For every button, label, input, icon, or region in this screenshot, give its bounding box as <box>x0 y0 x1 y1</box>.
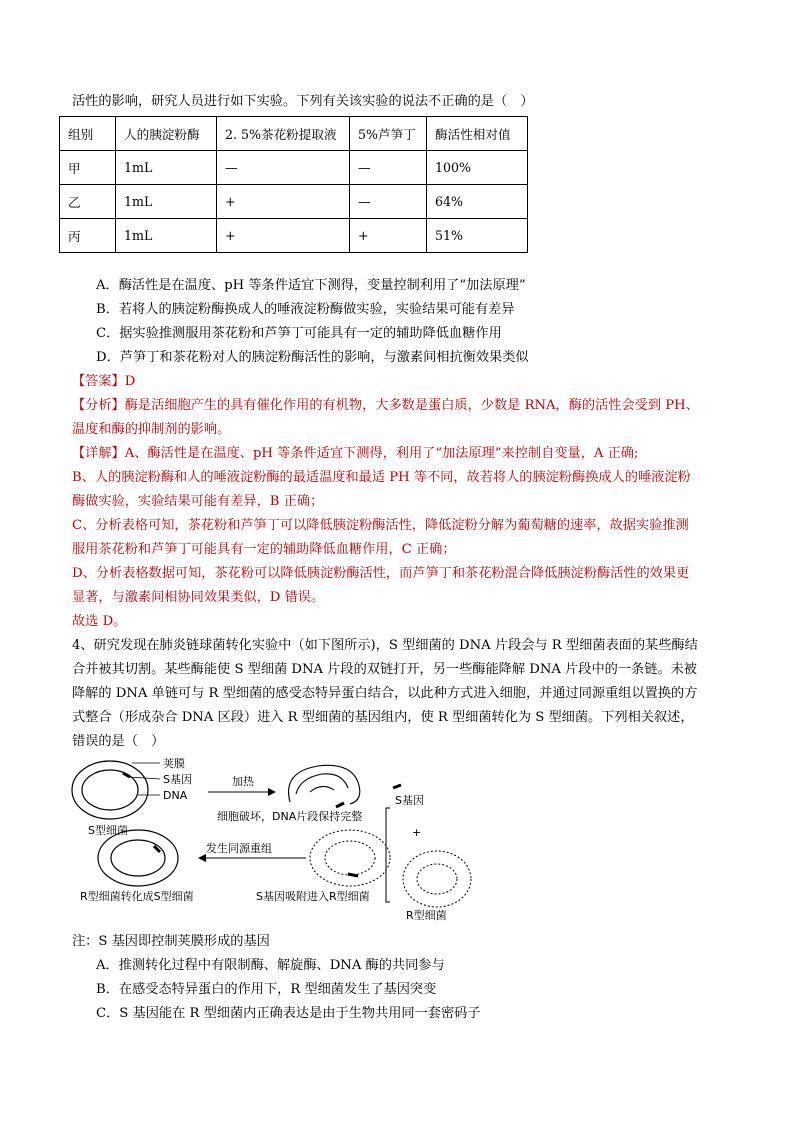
table-cell: 1mL <box>116 219 217 253</box>
detail-line: C、分析表格可知，茶花粉和芦笋丁可以降低胰淀粉酶活性，降低淀粉分解为葡萄糖的速率，故据实验推测 <box>72 518 689 533</box>
experiment-table <box>59 116 528 253</box>
table-header: 组别 <box>60 117 116 151</box>
r-cell <box>403 851 471 907</box>
table-cell: 甲 <box>60 151 116 185</box>
table-cell: 1mL <box>116 151 217 185</box>
table-cell: — <box>350 151 427 185</box>
label-recombine: 发生同源重组 <box>206 842 272 855</box>
table-cell: — <box>217 151 350 185</box>
label-broken: 细胞破坏，DNA片段保持完整 <box>217 810 363 823</box>
table-cell: 乙 <box>60 185 116 219</box>
label-dna: DNA <box>163 789 188 802</box>
s-cell <box>72 761 148 819</box>
label-adsorb: S基因吸附进入R型细菌 <box>256 890 370 903</box>
label-capsule: 荚膜 <box>163 757 185 770</box>
table-row <box>60 219 528 253</box>
q3-option-d: D．芦笋丁和茶花粉对人的胰淀粉酶活性的影响，与激素间相抗衡效果类似 <box>96 350 529 365</box>
note: 注：S 基因即控制荚膜形成的基因 <box>72 934 270 949</box>
adsorb-cell <box>310 830 390 886</box>
table-cell: 丙 <box>60 219 116 253</box>
q4-option-a: A．推测转化过程中有限制酶、解旋酶、DNA 酶的共同参与 <box>96 958 445 973</box>
table-cell: 1mL <box>116 185 217 219</box>
table-header: 5%芦笋丁 <box>350 117 427 151</box>
label-s-gene: S基因 <box>163 773 192 786</box>
table-header: 酶活性相对值 <box>427 117 528 151</box>
table-cell: + <box>350 219 427 253</box>
q4-line: 合并被其切割。某些酶能使 S 型细菌 DNA 片段的双链打开，另一些酶能降解 DNA 片段中的一条链。未被 <box>72 662 697 677</box>
table-header: 人的胰淀粉酶 <box>116 117 217 151</box>
detail-line: D、分析表格数据可知，茶花粉可以降低胰淀粉酶活性，而芦笋丁和茶花粉混合降低胰淀粉酶活性的效果更 <box>72 566 690 581</box>
question-intro: 活性的影响，研究人员进行如下实验。下列有关该实验的说法不正确的是（ ） <box>72 94 534 109</box>
q3-option-a: A．酶活性是在温度、pH 等条件适宜下测得，变量控制利用了“加法原理” <box>96 278 526 293</box>
table-header: 2. 5%茶花粉提取液 <box>217 117 350 151</box>
q4-option-b: B．在感受态特异蛋白的作用下，R 型细菌发生了基因突变 <box>96 982 437 997</box>
detail-line: B、人的胰淀粉酶和人的唾液淀粉酶的最适温度和最适 PH 等不同，故若将人的胰淀粉酶换成人的唾液淀粉 <box>72 470 691 485</box>
detail-line: 【详解】A、酶活性是在温度、pH 等条件适宜下测得，利用了“加法原理”来控制自变量，A 正确; <box>72 446 639 461</box>
detail-line: 酶做实验，实验结果可能有差异，B 正确； <box>72 494 324 509</box>
q4-line: 降解的 DNA 单链可与 R 型细菌的感受态特异蛋白结合，以此种方式进入细胞，并通过同源重组以置换的方 <box>72 686 698 701</box>
transformed-cell <box>98 830 178 886</box>
label-s-cell: S型细菌 <box>88 824 128 837</box>
table-cell: 51% <box>427 219 528 253</box>
table-cell: + <box>217 185 350 219</box>
q3-option-c: C．据实验推测服用茶花粉和芦笋丁可能具有一定的辅助降低血糖作用 <box>96 326 502 341</box>
broken-cell <box>289 765 360 807</box>
q4-line: 4、研究发现在肺炎链球菌转化实验中（如下图所示)，S 型细菌的 DNA 片段会与 R 型细菌表面的某些酶结 <box>72 638 698 653</box>
table-row <box>60 151 528 185</box>
detail-line: 显著，与激素间相协同效果类似，D 错误。 <box>72 590 325 605</box>
q4-line: 式整合（形成杂合 DNA 区段）进入 R 型细菌的基因组内，使 R 型细菌转化为 S 型细菌。下列相关叙述， <box>72 710 694 725</box>
table-cell: 64% <box>427 185 528 219</box>
label-r-to-s: R型细菌转化成S型细菌 <box>80 890 194 903</box>
answer: 【答案】D <box>72 374 136 389</box>
table-cell: 100% <box>427 151 528 185</box>
label-plus: + <box>412 826 422 839</box>
transformation-diagram <box>60 752 480 932</box>
q3-option-b: B．若将人的胰淀粉酶换成人的唾液淀粉酶做实验，实验结果可能有差异 <box>96 302 515 317</box>
table-cell: — <box>350 185 427 219</box>
table-header-row <box>60 117 528 151</box>
table-row <box>60 185 528 219</box>
label-s-gene-free: S基因 <box>395 794 424 807</box>
detail-line: 服用茶花粉和芦笋丁可能具有一定的辅助降低血糖作用，C 正确； <box>72 542 456 557</box>
analysis-line: 【分析】酶是活细胞产生的具有催化作用的有机物，大多数是蛋白质，少数是 RNA，酶的活性会受到 PH、 <box>72 398 699 413</box>
q4-option-c: C．S 基因能在 R 型细菌内正确表达是由于生物共用同一套密码子 <box>96 1006 481 1021</box>
label-heat: 加热 <box>232 775 254 788</box>
q4-line: 错误的是（ ） <box>72 734 165 749</box>
analysis-line: 温度和酶的抑制剂的影响。 <box>72 422 231 437</box>
label-r-cell: R型细菌 <box>406 909 447 922</box>
table-cell: + <box>217 219 350 253</box>
conclusion: 故选 D。 <box>72 614 127 629</box>
